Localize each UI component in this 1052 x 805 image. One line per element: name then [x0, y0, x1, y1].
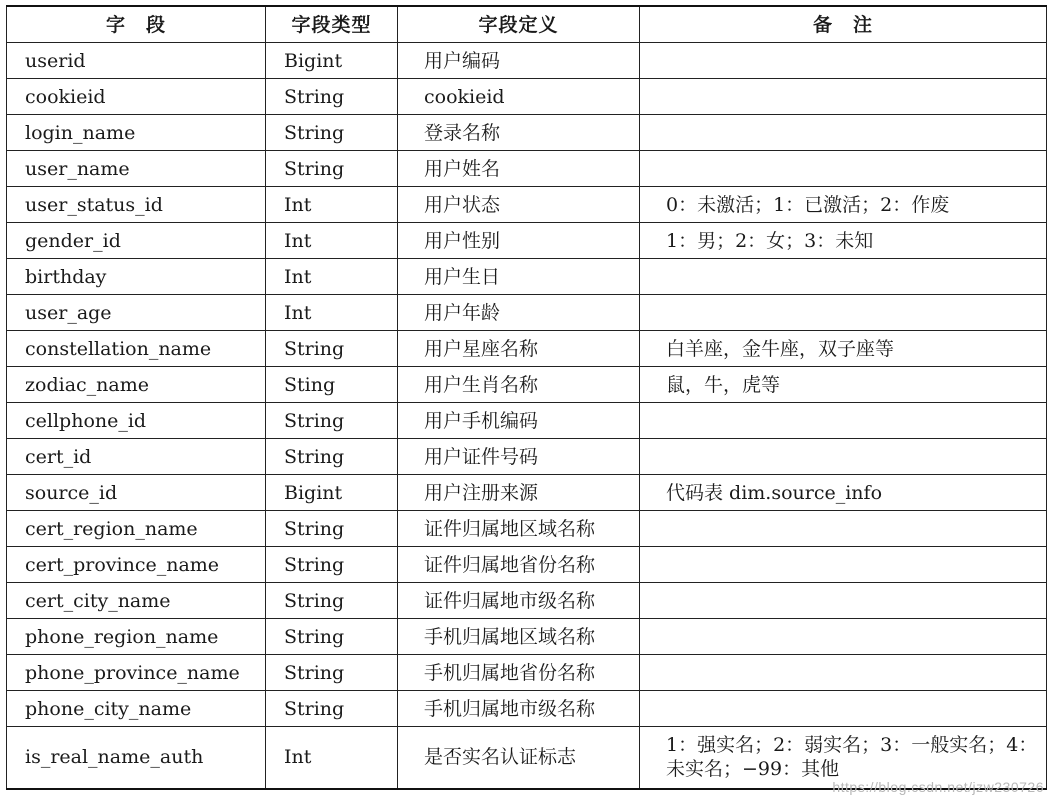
cell-note: [640, 259, 1047, 295]
cell-definition: 是否实名认证标志: [398, 727, 640, 789]
cell-note: [640, 655, 1047, 691]
cell-type: Int: [266, 187, 398, 223]
cell-field: userid: [7, 43, 266, 79]
table-row: [7, 511, 1047, 547]
cell-definition: 登录名称: [398, 115, 640, 151]
field-definition-table: [6, 5, 1047, 790]
cell-field: zodiac_name: [7, 367, 266, 403]
cell-definition: 用户注册来源: [398, 475, 640, 511]
cell-note: 1：男；2：女；3：未知: [640, 223, 1047, 259]
cell-definition: 手机归属地市级名称: [398, 691, 640, 727]
cell-note: [640, 151, 1047, 187]
cell-note: [640, 295, 1047, 331]
table-row: [7, 439, 1047, 475]
cell-definition: 证件归属地市级名称: [398, 583, 640, 619]
cell-note: 代码表 dim.source_info: [640, 475, 1047, 511]
cell-field: phone_city_name: [7, 691, 266, 727]
cell-note: 鼠，牛，虎等: [640, 367, 1047, 403]
header-definition: 字段定义: [398, 6, 640, 43]
table-row: [7, 619, 1047, 655]
cell-definition: 手机归属地区域名称: [398, 619, 640, 655]
cell-type: String: [266, 619, 398, 655]
table-row: [7, 187, 1047, 223]
cell-type: Sting: [266, 367, 398, 403]
cell-type: Bigint: [266, 475, 398, 511]
header-row: [7, 6, 1047, 43]
cell-field: birthday: [7, 259, 266, 295]
cell-field: user_status_id: [7, 187, 266, 223]
cell-type: String: [266, 655, 398, 691]
table-row: [7, 331, 1047, 367]
cell-note: [640, 583, 1047, 619]
cell-field: source_id: [7, 475, 266, 511]
table-row: [7, 223, 1047, 259]
cell-definition: 用户编码: [398, 43, 640, 79]
cell-definition: 用户星座名称: [398, 331, 640, 367]
cell-note: [640, 511, 1047, 547]
table-row: [7, 655, 1047, 691]
cell-field: gender_id: [7, 223, 266, 259]
cell-field: user_name: [7, 151, 266, 187]
table-row: [7, 367, 1047, 403]
cell-type: String: [266, 691, 398, 727]
table-header: [7, 6, 1047, 43]
cell-note: [640, 115, 1047, 151]
cell-field: phone_region_name: [7, 619, 266, 655]
cell-type: String: [266, 583, 398, 619]
cell-definition: 用户手机编码: [398, 403, 640, 439]
cell-definition: cookieid: [398, 79, 640, 115]
cell-type: String: [266, 115, 398, 151]
cell-definition: 证件归属地区域名称: [398, 511, 640, 547]
cell-type: String: [266, 511, 398, 547]
header-note: 备 注: [640, 6, 1047, 43]
cell-field: cert_region_name: [7, 511, 266, 547]
cell-definition: 证件归属地省份名称: [398, 547, 640, 583]
cell-field: cert_id: [7, 439, 266, 475]
cell-note: [640, 403, 1047, 439]
table-row: [7, 79, 1047, 115]
cell-note: [640, 439, 1047, 475]
cell-field: login_name: [7, 115, 266, 151]
cell-type: Bigint: [266, 43, 398, 79]
cell-type: String: [266, 331, 398, 367]
cell-definition: 用户性别: [398, 223, 640, 259]
table-body: [7, 43, 1047, 789]
cell-note: [640, 547, 1047, 583]
cell-definition: 手机归属地省份名称: [398, 655, 640, 691]
cell-type: Int: [266, 259, 398, 295]
cell-definition: 用户状态: [398, 187, 640, 223]
cell-note: [640, 619, 1047, 655]
table-row: [7, 583, 1047, 619]
watermark: https://blog.csdn.net/jzw230726: [832, 779, 1044, 795]
cell-type: String: [266, 79, 398, 115]
cell-definition: 用户生日: [398, 259, 640, 295]
cell-definition: 用户证件号码: [398, 439, 640, 475]
cell-field: is_real_name_auth: [7, 727, 266, 789]
cell-note: [640, 43, 1047, 79]
table-row: [7, 115, 1047, 151]
cell-field: cert_province_name: [7, 547, 266, 583]
table-row: [7, 691, 1047, 727]
cell-type: String: [266, 439, 398, 475]
table-row: [7, 403, 1047, 439]
cell-field: cookieid: [7, 79, 266, 115]
cell-definition: 用户姓名: [398, 151, 640, 187]
cell-note: 白羊座，金牛座，双子座等: [640, 331, 1047, 367]
header-type: 字段类型: [266, 6, 398, 43]
cell-type: Int: [266, 223, 398, 259]
cell-field: cellphone_id: [7, 403, 266, 439]
table-row: [7, 259, 1047, 295]
cell-type: String: [266, 151, 398, 187]
cell-type: String: [266, 403, 398, 439]
cell-field: phone_province_name: [7, 655, 266, 691]
table-row: [7, 151, 1047, 187]
table-row: [7, 43, 1047, 79]
cell-note: [640, 79, 1047, 115]
cell-field: user_age: [7, 295, 266, 331]
table-row: [7, 547, 1047, 583]
cell-field: cert_city_name: [7, 583, 266, 619]
cell-note: 0：未激活；1：已激活；2：作废: [640, 187, 1047, 223]
cell-definition: 用户年龄: [398, 295, 640, 331]
cell-type: String: [266, 547, 398, 583]
header-field: 字 段: [7, 6, 266, 43]
cell-type: Int: [266, 727, 398, 789]
cell-type: Int: [266, 295, 398, 331]
table-row: [7, 295, 1047, 331]
table-row: [7, 475, 1047, 511]
cell-definition: 用户生肖名称: [398, 367, 640, 403]
cell-note: [640, 691, 1047, 727]
cell-field: constellation_name: [7, 331, 266, 367]
cell-note: 1：强实名；2：弱实名；3：一般实名；4：未实名；−99：其他: [640, 727, 1047, 789]
